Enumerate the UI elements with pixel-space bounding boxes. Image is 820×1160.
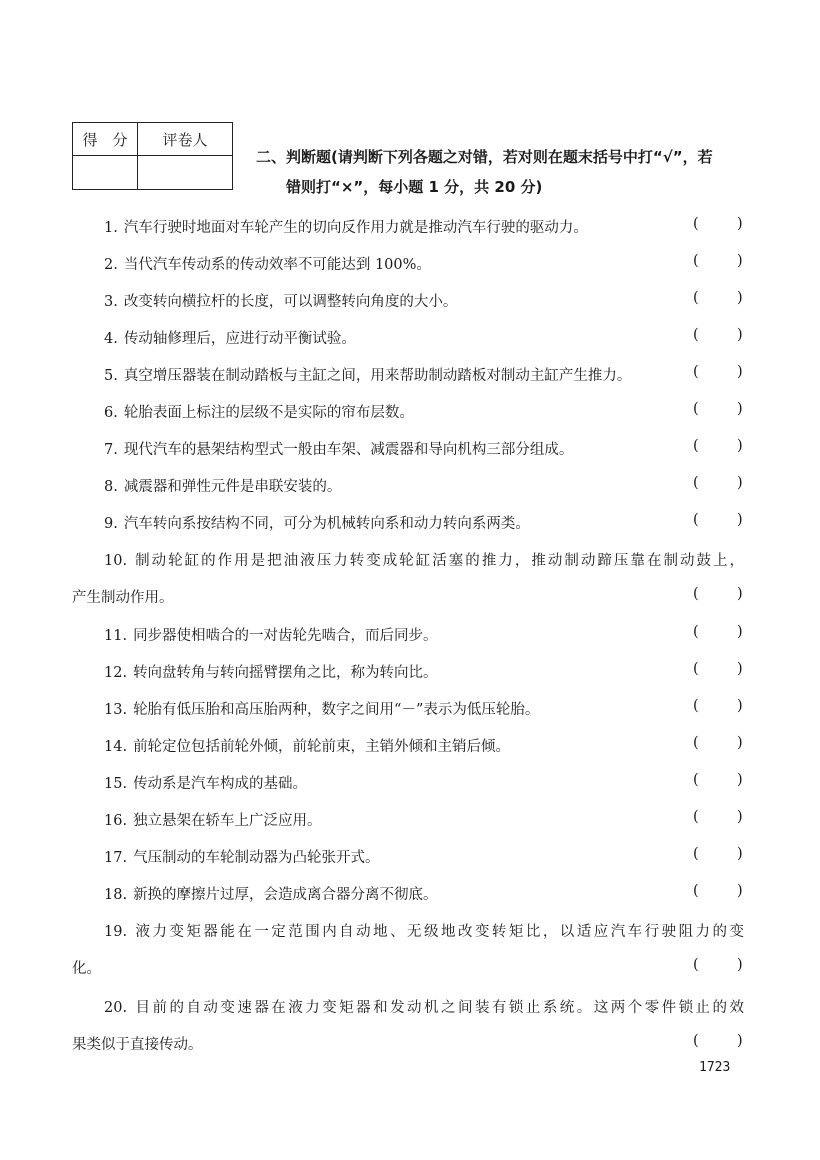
- question-number: 10.: [104, 553, 128, 569]
- question-16: [104, 809, 744, 830]
- right-paren: ): [737, 327, 743, 343]
- section-title-line2: 错则打“×”，每小题 1 分，共 20 分): [286, 178, 543, 196]
- question-number: 16.: [104, 813, 128, 829]
- question-number: 4.: [104, 331, 118, 347]
- question-number: 6.: [104, 405, 118, 421]
- left-paren: (: [693, 624, 699, 640]
- right-paren: ): [737, 661, 743, 677]
- question-10: [104, 549, 744, 570]
- question-number: 7.: [104, 442, 118, 458]
- right-paren: ): [737, 883, 743, 899]
- score-label: 得 分: [73, 123, 138, 156]
- left-paren: (: [693, 846, 699, 862]
- page-number: 1723: [699, 1060, 731, 1075]
- left-paren: (: [693, 438, 699, 454]
- question-text: 汽车转向系按结构不同，可分为机械转向系和动力转向系两类。: [123, 516, 530, 532]
- left-paren: (: [693, 661, 699, 677]
- left-paren: (: [693, 1033, 699, 1049]
- question-number: 15.: [104, 776, 128, 792]
- question-text: 前轮定位包括前轮外倾，前轮前束，主销外倾和主销后倾。: [133, 739, 511, 755]
- right-paren: ): [737, 957, 743, 973]
- left-paren: (: [693, 586, 699, 602]
- grader-cell[interactable]: [138, 156, 233, 190]
- question-text: 独立悬架在轿车上广泛应用。: [133, 813, 322, 829]
- question-number: 18.: [104, 887, 128, 903]
- question-number: 1.: [104, 220, 118, 236]
- question-15: [104, 772, 744, 793]
- question-text: 传动系是汽车构成的基础。: [133, 776, 308, 792]
- question-11: [104, 624, 744, 645]
- score-box: [72, 122, 233, 190]
- question-number: 17.: [104, 850, 128, 866]
- question-7: [104, 438, 744, 459]
- question-number: 3.: [104, 294, 118, 310]
- right-paren: ): [737, 512, 743, 528]
- right-paren: ): [737, 253, 743, 269]
- question-text: 汽车行驶时地面对车轮产生的切向反作用力就是推动汽车行驶的驱动力。: [123, 220, 588, 236]
- left-paren: (: [693, 512, 699, 528]
- question-number: 14.: [104, 739, 128, 755]
- question-10-continuation: 产生制动作用。: [72, 590, 174, 606]
- question-text: 轮胎有低压胎和高压胎两种，数字之间用“－”表示为低压轮胎。: [133, 702, 540, 718]
- question-number: 8.: [104, 479, 118, 495]
- right-paren: ): [737, 772, 743, 788]
- question-text: 液力变矩器能在一定范围内自动地、无级地改变转矩比，以适应汽车行驶阻力的变: [133, 924, 744, 940]
- question-2: [104, 253, 744, 274]
- question-13: [104, 698, 744, 719]
- left-paren: (: [693, 883, 699, 899]
- left-paren: (: [693, 290, 699, 306]
- right-paren: ): [737, 364, 743, 380]
- question-number: 5.: [104, 368, 118, 384]
- question-text: 制动轮缸的作用是把油液压力转变成轮缸活塞的推力，推动制动蹄压靠在制动鼓上，: [133, 553, 744, 569]
- question-text: 目前的自动变速器在液力变矩器和发动机之间装有锁止系统。这两个零件锁止的效: [133, 1000, 744, 1016]
- question-text: 减震器和弹性元件是串联安装的。: [123, 479, 342, 495]
- section-title-line1: 二、判断题(请判断下列各题之对错，若对则在题末括号中打“√”，若: [256, 148, 713, 166]
- question-8: [104, 475, 744, 496]
- left-paren: (: [693, 698, 699, 714]
- left-paren: (: [693, 957, 699, 973]
- question-18: [104, 883, 744, 904]
- question-number: 12.: [104, 665, 128, 681]
- question-text: 当代汽车传动系的传动效率不可能达到 100%。: [123, 257, 431, 273]
- right-paren: ): [737, 586, 743, 602]
- section-title: [256, 146, 756, 196]
- question-20-continuation: 果类似于直接传动。: [72, 1037, 203, 1053]
- question-text: 真空增压器装在制动踏板与主缸之间，用来帮助制动踏板对制动主缸产生推力。: [123, 368, 632, 384]
- left-paren: (: [693, 216, 699, 232]
- question-20: [104, 996, 744, 1017]
- right-paren: ): [737, 438, 743, 454]
- question-number: 19.: [104, 924, 128, 940]
- question-5: [104, 364, 744, 385]
- question-text: 同步器使相啮合的一对齿轮先啮合，而后同步。: [133, 628, 438, 644]
- left-paren: (: [693, 327, 699, 343]
- right-paren: ): [737, 624, 743, 640]
- question-3: [104, 290, 744, 311]
- left-paren: (: [693, 809, 699, 825]
- grader-label: 评卷人: [138, 123, 233, 156]
- question-17: [104, 846, 744, 867]
- question-19-continuation: 化。: [72, 961, 101, 977]
- question-text: 现代汽车的悬架结构型式一般由车架、减震器和导向机构三部分组成。: [123, 442, 574, 458]
- question-text: 传动轴修理后，应进行动平衡试验。: [123, 331, 356, 347]
- left-paren: (: [693, 364, 699, 380]
- right-paren: ): [737, 401, 743, 417]
- left-paren: (: [693, 253, 699, 269]
- question-14: [104, 735, 744, 756]
- right-paren: ): [737, 735, 743, 751]
- question-4: [104, 327, 744, 348]
- question-text: 新换的摩擦片过厚，会造成离合器分离不彻底。: [133, 887, 438, 903]
- question-12: [104, 661, 744, 682]
- left-paren: (: [693, 772, 699, 788]
- right-paren: ): [737, 475, 743, 491]
- right-paren: ): [737, 216, 743, 232]
- question-6: [104, 401, 744, 422]
- question-number: 20.: [104, 1000, 128, 1016]
- question-text: 轮胎表面上标注的层级不是实际的帘布层数。: [123, 405, 414, 421]
- question-text: 改变转向横拉杆的长度，可以调整转向角度的大小。: [123, 294, 458, 310]
- question-text: 转向盘转角与转向摇臂摆角之比，称为转向比。: [133, 665, 438, 681]
- right-paren: ): [737, 809, 743, 825]
- score-cell[interactable]: [73, 156, 138, 190]
- question-number: 11.: [104, 628, 128, 644]
- question-19: [104, 920, 744, 941]
- question-number: 9.: [104, 516, 118, 532]
- left-paren: (: [693, 735, 699, 751]
- left-paren: (: [693, 401, 699, 417]
- question-1: [104, 216, 744, 237]
- question-9: [104, 512, 744, 533]
- question-text: 气压制动的车轮制动器为凸轮张开式。: [133, 850, 380, 866]
- right-paren: ): [737, 290, 743, 306]
- right-paren: ): [737, 846, 743, 862]
- right-paren: ): [737, 698, 743, 714]
- question-number: 13.: [104, 702, 128, 718]
- right-paren: ): [737, 1033, 743, 1049]
- question-number: 2.: [104, 257, 118, 273]
- left-paren: (: [693, 475, 699, 491]
